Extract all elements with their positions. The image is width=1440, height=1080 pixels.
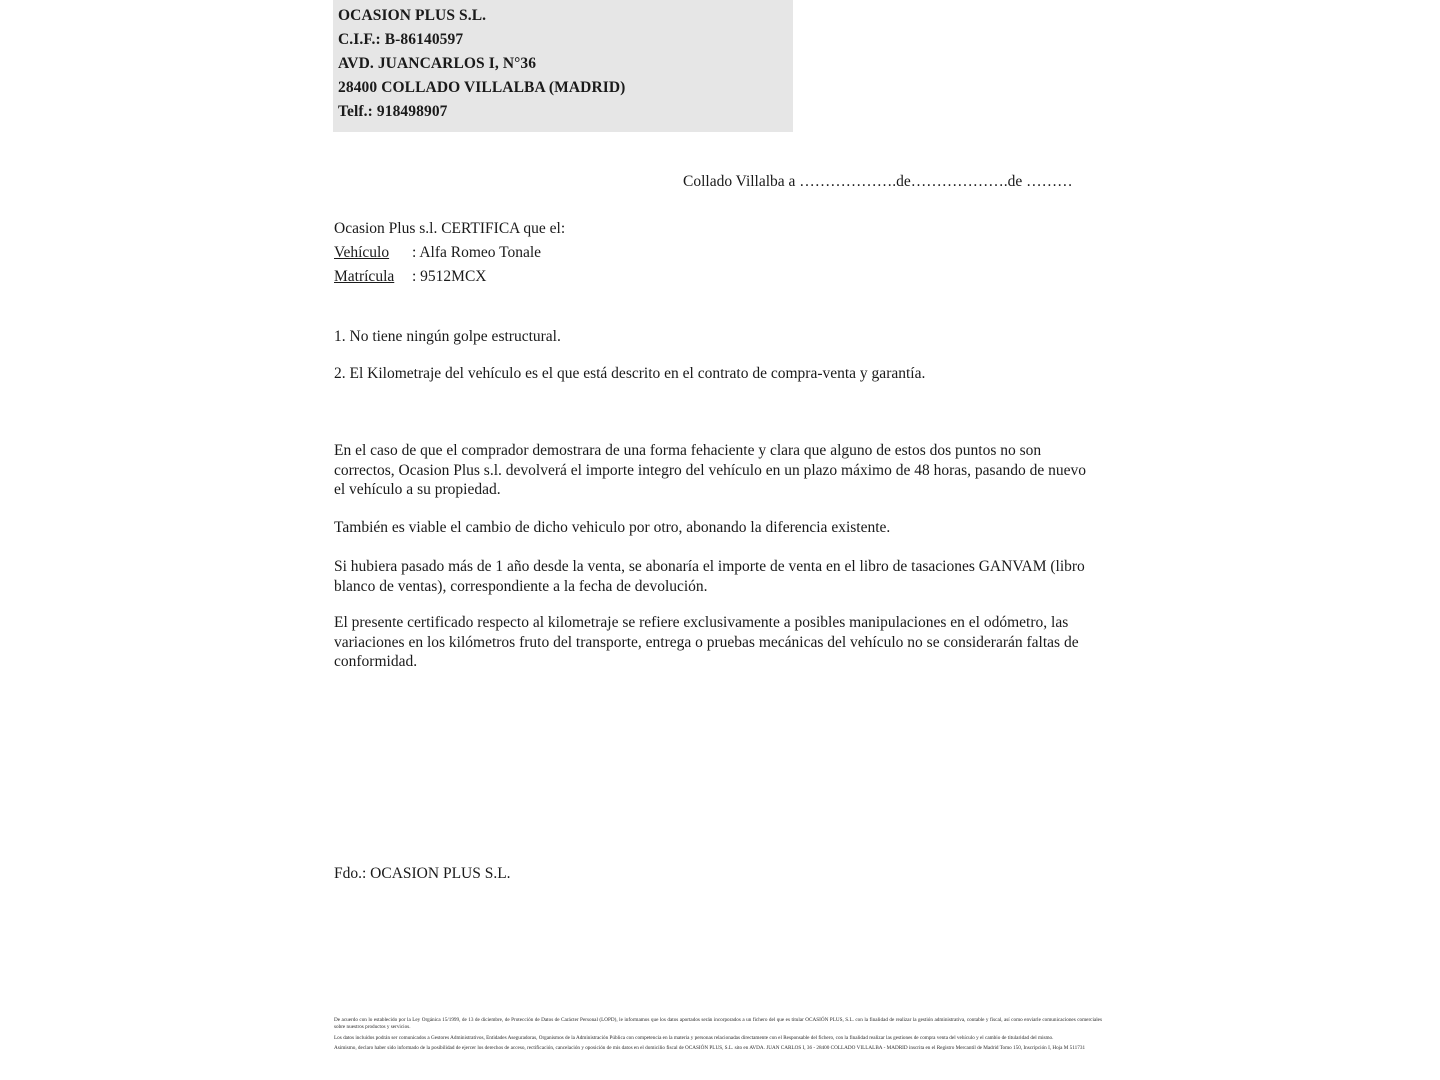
paragraph-odometer: El presente certificado respecto al kilometraje se refiere exclusivamente a posibles manipulaciones en el odómetro, las variaciones en los kilómetros fruto del transporte, entrega o pruebas mecánicas del vehículo no se considerarán faltas de conformidad. xyxy=(334,614,1079,671)
certification-block xyxy=(334,217,565,289)
legal-paragraph-2: Los datos incluidos podrán ser comunicados a Gestores Administrativos, Entidades Aseguradoras, Organismos de la Administración Pública con competencia en la materia y personas relacionadas directamente con el Responsable del fichero, con la finalidad realizar las gestiones de compra venta del vehículo y el cambio de titularidad del mismo. xyxy=(334,1034,1054,1041)
legal-paragraph-3: Asimismo, declaro haber sido informado de la posibilidad de ejercer los derechos de acceso, rectificación, cancelación y oposición de mis datos en el domicilio fiscal de OCASIÓN PLUS, S.L. sito en AVDA. JUAN CARLOS I, 36 - 28400 COLLADO VILLALBA - MADRID inscrita en el Registro Mercantil de Madrid Tomo 150, Inscripción I, Hoja M 511731 xyxy=(334,1045,1086,1052)
paragraph-ganvam: Si hubiera pasado más de 1 año desde la venta, se abonaría el importe de venta en el libro de tasaciones GANVAM (libro blanco de ventas), correspondiente a la fecha de devolución. xyxy=(334,558,1085,595)
company-phone: Telf.: 918498907 xyxy=(338,103,448,120)
company-header-box xyxy=(333,0,793,132)
signature-line: Fdo.: OCASION PLUS S.L. xyxy=(334,865,511,882)
paragraph-exchange: También es viable el cambio de dicho vehiculo por otro, abonando la diferencia existente. xyxy=(334,519,891,536)
vehicle-label: Vehículo xyxy=(334,244,390,261)
plate-label: Matrícula xyxy=(334,268,395,285)
point-1: 1. No tiene ningún golpe estructural. xyxy=(334,328,561,345)
plate-row xyxy=(334,265,565,289)
company-cif: C.I.F.: B-86140597 xyxy=(338,31,464,48)
legal-paragraph-1: De acuerdo con lo establecido por la Ley Orgánica 15/1999, de 13 de diciembre, de Protección de Datos de Carácter Personal (LOPD), le informamos que los datos aportados serán incorporados a un fichero del que es titular OCASIÓN PLUS, S.L. con la finalidad de realizar la gestión administrativa, contable y fiscal, así como enviarle comunicaciones comerciales sobre nuestros productos y servicios. xyxy=(334,1017,1102,1031)
company-address: AVD. JUANCARLOS I, N°36 xyxy=(338,55,537,72)
paragraph-refund: En el caso de que el comprador demostrara de una forma fehaciente y clara que alguno de estos dos puntos no son correctos, Ocasion Plus s.l. devolverá el importe integro del vehículo en un plazo máximo de 48 horas, pasando de nuevo el vehículo a su propiedad. xyxy=(334,442,1086,499)
plate-value: : 9512MCX xyxy=(412,268,487,285)
point-2: 2. El Kilometraje del vehículo es el que está descrito en el contrato de compra-venta y garantía. xyxy=(334,365,926,382)
legal-notice xyxy=(334,1017,1102,1056)
vehicle-value: : Alfa Romeo Tonale xyxy=(412,244,542,261)
place-date-line: Collado Villalba a ……………….de……………….de ……… xyxy=(683,173,1073,190)
company-city: 28400 COLLADO VILLALBA (MADRID) xyxy=(338,79,626,96)
company-name: OCASION PLUS S.L. xyxy=(338,7,487,24)
certifica-intro: Ocasion Plus s.l. CERTIFICA que el: xyxy=(334,220,566,237)
vehicle-row xyxy=(334,241,565,265)
